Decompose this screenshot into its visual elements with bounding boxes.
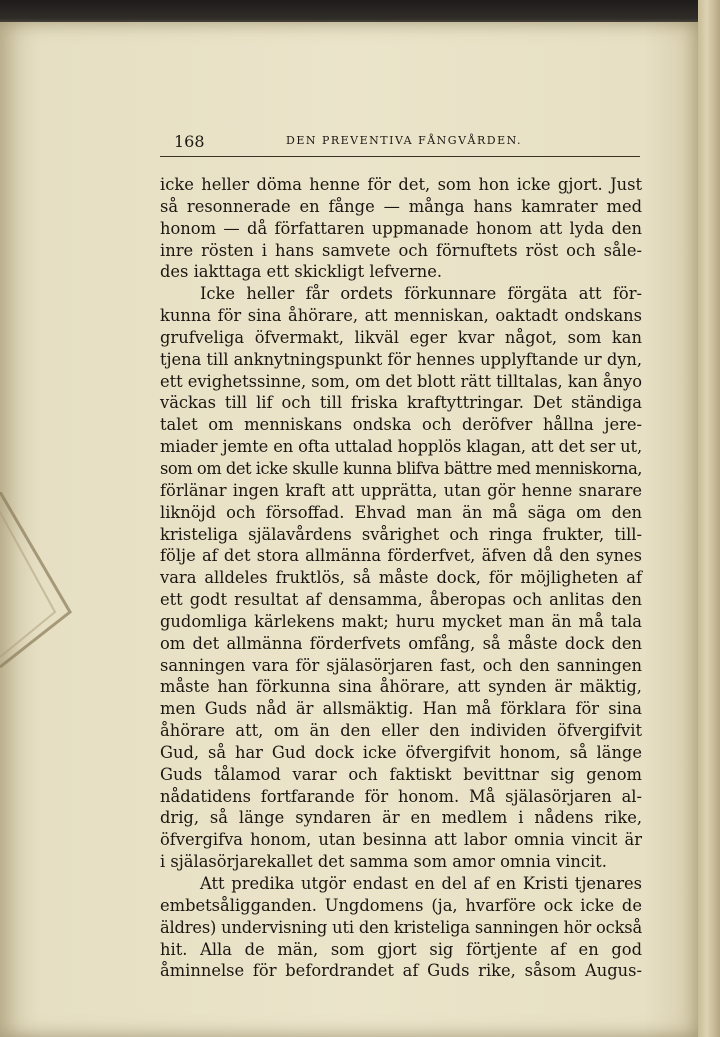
text-line: Gud, så har Gud dock icke öfvergifvit honom, så länge bbox=[160, 742, 642, 762]
text-line: som om det icke skulle kunna blifva bättre med menniskorna, bbox=[160, 458, 642, 478]
text-line: väckas till lif och till friska kraftyttringar. Det ständiga bbox=[160, 393, 642, 413]
text-line: kunna för sina åhörare, att menniskan, oaktadt ondskans bbox=[160, 306, 642, 326]
text-line: åhörare att, om än den eller den individen öfvergifvit bbox=[160, 721, 642, 741]
text-line: liknöjd och försoffad. Ehvad man än må säga om den bbox=[160, 502, 642, 522]
text-line: nådatidens fortfarande för honom. Må själasörjaren al- bbox=[160, 786, 642, 806]
text-line: hit. Alla de män, som gjort sig förtjente af en god bbox=[160, 939, 642, 959]
text-line: kristeliga själavårdens svårighet och ringa frukter, till- bbox=[160, 524, 642, 544]
running-title: DEN PREVENTIVA FÅNGVÅRDEN. bbox=[286, 134, 523, 147]
text-line: icke heller döma henne för det, som hon icke gjort. Just bbox=[160, 175, 642, 194]
text-line: måste han förkunna sina åhörare, att synden är mäktig, bbox=[160, 677, 642, 697]
text-line: honom — då författaren uppmanade honom att lyda den bbox=[160, 218, 642, 238]
text-line: i själasörjarekallet det samma som amor omnia vincit. bbox=[160, 852, 607, 872]
text-line: talet om menniskans ondska och deröfver hållna jere- bbox=[160, 415, 642, 435]
text-line: men Guds nåd är allsmäktig. Han må förklara för sina bbox=[160, 699, 642, 719]
text-line: vara alldeles fruktlös, så måste dock, för möjligheten af bbox=[160, 568, 642, 588]
text-line: åminnelse för befordrandet af Guds rike, såsom Augus- bbox=[160, 961, 642, 981]
text-line: öfvergifva honom, utan besinna att labor omnia vincit är bbox=[160, 830, 642, 850]
page-edge-stack bbox=[698, 0, 720, 1037]
text-line: drig, så länge syndaren är en medlem i nådens rike, bbox=[160, 808, 642, 828]
text-line: gudomliga kärlekens makt; huru mycket man än må tala bbox=[160, 611, 642, 631]
text-line: om det allmänna förderfvets omfång, så måste dock den bbox=[160, 633, 642, 653]
page-curl-shadow bbox=[0, 492, 80, 692]
text-line: inre rösten i hans samvete och förnuftets röst och såle- bbox=[160, 240, 642, 260]
text-line: tjena till anknytningspunkt för hennes upplyftande ur dyn, bbox=[160, 349, 642, 369]
text-line: förlänar ingen kraft att upprätta, utan gör henne snarare bbox=[160, 480, 642, 500]
page-number: 168 bbox=[174, 132, 205, 151]
running-header bbox=[160, 128, 640, 157]
text-line: embetsåligganden. Ungdomens (ja, hvarföre ock icke de bbox=[160, 895, 642, 915]
text-line: Guds tålamod varar och faktiskt bevittnar sig genom bbox=[160, 764, 642, 784]
text-line: ett godt resultat af densamma, åberopas och anlitas den bbox=[160, 590, 642, 610]
text-line: Icke heller får ordets förkunnare förgäta att för- bbox=[200, 284, 642, 304]
text-line: sanningen vara för själasörjaren fast, och den sanningen bbox=[160, 655, 642, 675]
body-text bbox=[160, 174, 642, 982]
text-line: des iakttaga ett skickligt lefverne. bbox=[160, 262, 443, 282]
text-line: äldres) undervisning uti den kristeliga sanningen hör också bbox=[160, 917, 642, 937]
text-line: så resonnerade en fånge — många hans kamrater med bbox=[160, 196, 642, 216]
text-line: miader jemte en ofta uttalad hopplös klagan, att det ser ut, bbox=[160, 437, 642, 457]
text-line: grufveliga öfvermakt, likväl eger kvar något, som kan bbox=[160, 327, 642, 347]
text-line: Att predika utgör endast en del af en Kristi tjenares bbox=[200, 874, 642, 893]
text-line: följe af det stora allmänna förderfvet, äfven då den synes bbox=[160, 546, 642, 566]
text-line: ett evighetssinne, som, om det blott rätt tilltalas, kan ånyo bbox=[160, 371, 642, 391]
